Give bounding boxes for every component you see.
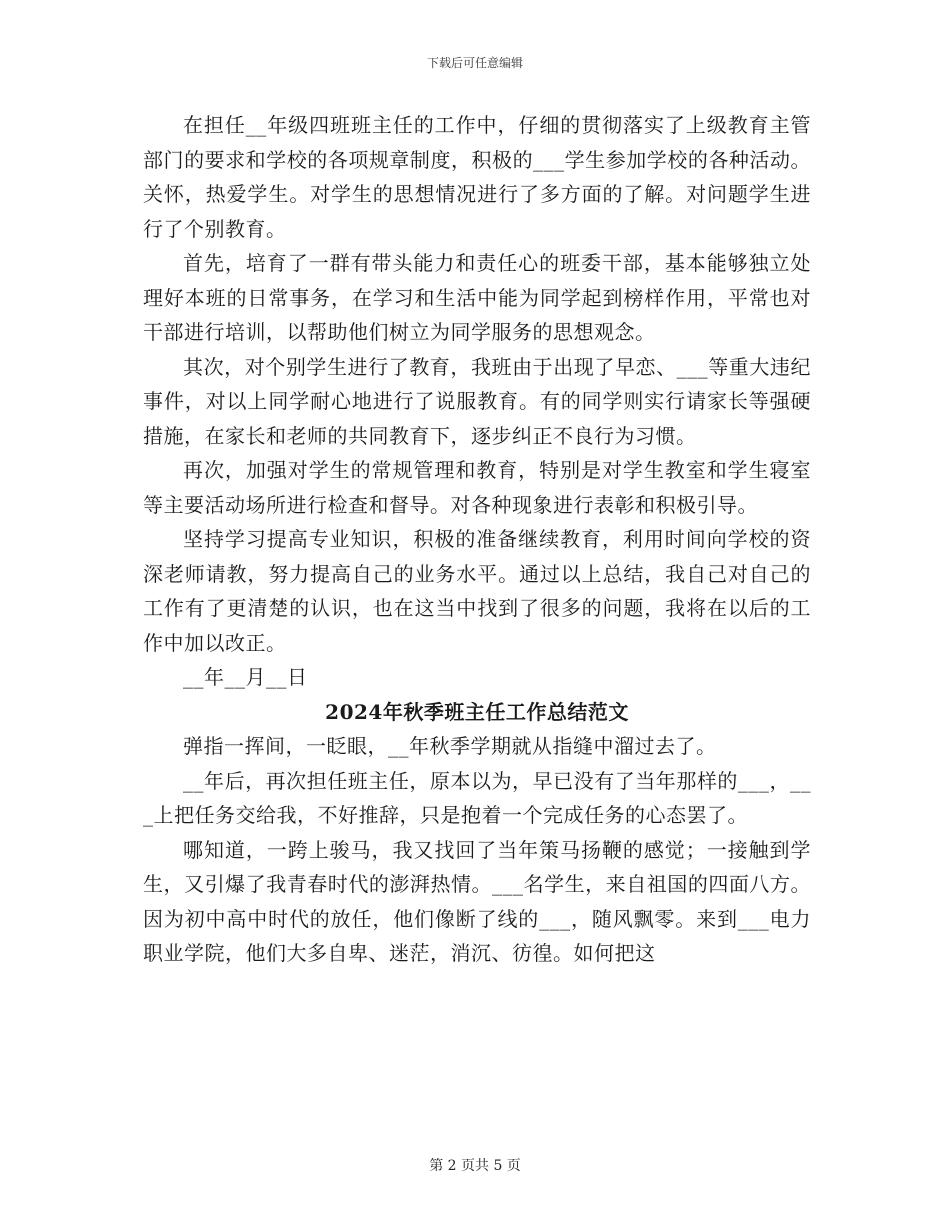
paragraph: 在担任__年级四班班主任的工作中，仔细的贯彻落实了上级教育主管部门的要求和学校的各项规章制度，积极的___学生参加学校的各种活动。关怀，热爱学生。对学生的思想情况进行了多方面的了解。对问题学生进行了个别教育。 <box>143 113 811 241</box>
paragraph: 再次，加强对学生的常规管理和教育，特别是对学生教室和学生寝室等主要活动场所进行检查和督导。对各种现象进行表彰和积极引导。 <box>143 458 811 517</box>
section-title: 2024年秋季班主任工作总结范文 <box>325 699 629 724</box>
paragraph: 其次，对个别学生进行了教育，我班由于出现了早恋、___等重大违纪事件，对以上同学耐心地进行了说服教育。有的同学则实行请家长等强硬措施，在家长和老师的共同教育下，逐步纠正不良行为习惯。 <box>143 354 811 448</box>
paragraph: __年后，再次担任班主任，原本以为，早已没有了当年那样的___，___上把任务交给我，不好推辞，只是抱着一个完成任务的心态罢了。 <box>143 768 811 827</box>
paragraph: 首先，培育了一群有带头能力和责任心的班委干部，基本能够独立处理好本班的日常事务，在学习和生活中能为同学起到榜样作用，平常也对干部进行培训，以帮助他们树立为同学服务的思想观念。 <box>143 251 811 344</box>
header-note: 下载后可任意编辑 <box>426 56 523 70</box>
paragraph: 弹指一挥间，一眨眼，__年秋季学期就从指缝中溜过去了。 <box>183 734 717 758</box>
date-line: __年__月__日 <box>183 665 308 689</box>
document-body <box>143 108 811 971</box>
page-footer: 第 2 页共 5 页 <box>429 1158 521 1174</box>
paragraph: 坚持学习提高专业知识，积极的准备继续教育，利用时间向学校的资深老师请教，努力提高自己的业务水平。通过以上总结，我自己对自己的工作有了更清楚的认识，也在这当中找到了很多的问题，我将在以后的工作中加以改正。 <box>143 527 811 655</box>
paragraph: 哪知道，一跨上骏马，我又找回了当年策马扬鞭的感觉；一接触到学生，又引爆了我青春时代的澎湃热情。___名学生，来自祖国的四面八方。因为初中高中时代的放任，他们像断了线的___，随风飘零。来到___电力职业学院，他们大多自卑、迷茫，消沉、彷徨。如何把这 <box>143 837 811 965</box>
